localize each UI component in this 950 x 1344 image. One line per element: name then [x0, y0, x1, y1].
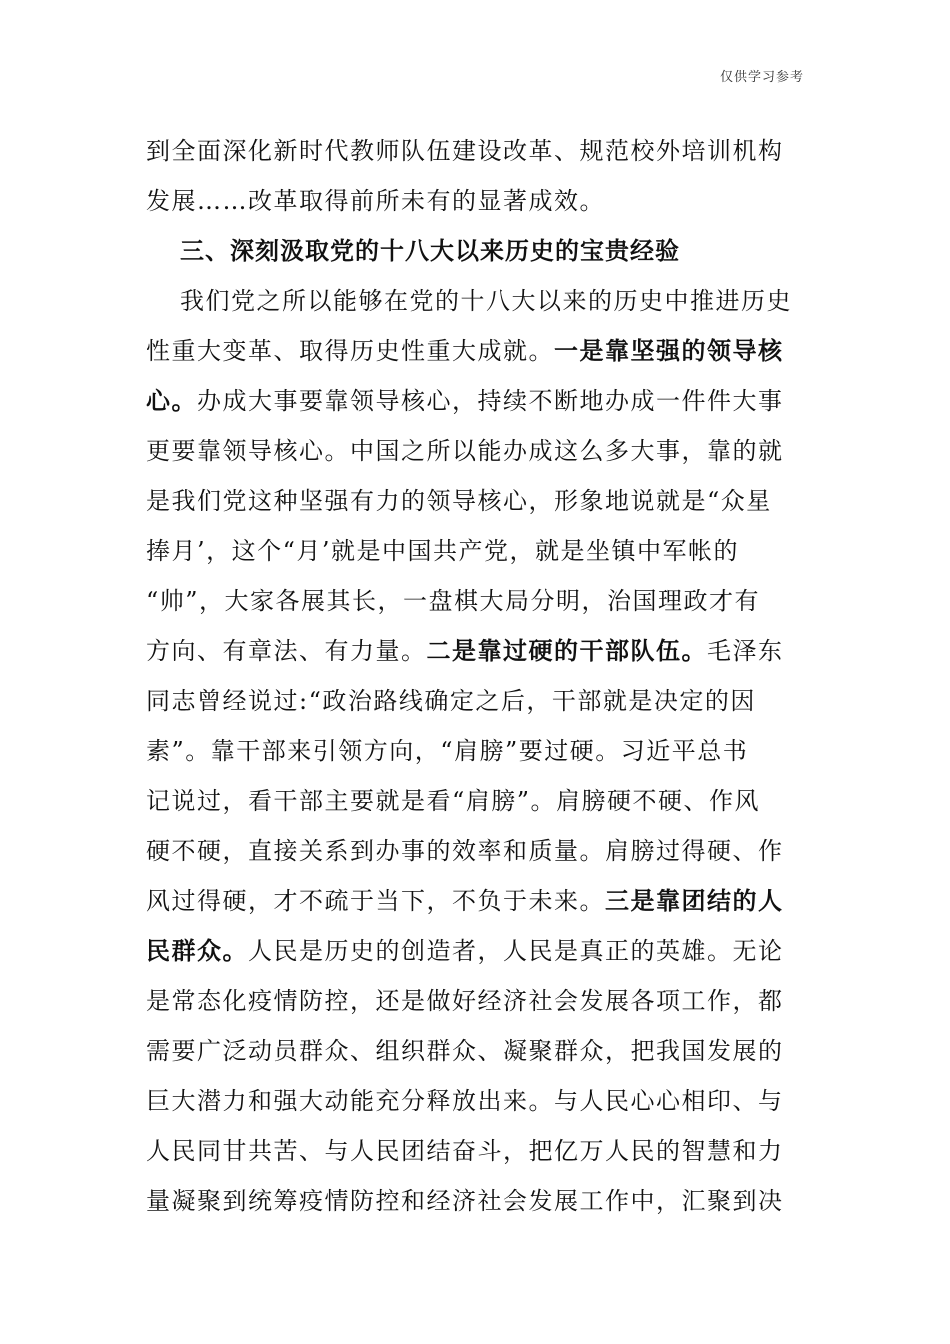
text-segment: 巨大潜力和强大动能充分释放出来。与人民心心相印、与: [146, 1087, 784, 1115]
text-line: [146, 834, 806, 868]
text-line: [146, 434, 806, 468]
text-segment: 硬不硬，直接关系到办事的效率和质量。肩膀过得硬、作: [146, 837, 784, 865]
text-line: [146, 884, 806, 918]
text-line: [146, 184, 806, 218]
text-segment: 方向、有章法、有力量。: [146, 637, 427, 665]
bold-phrase: 民群众。: [146, 937, 248, 965]
text-line: [146, 484, 806, 518]
text-segment: 同志曾经说过:“政治路线确定之后，干部就是决定的因: [146, 687, 756, 715]
bold-phrase: 心。: [146, 387, 197, 415]
text-segment: “帅”，大家各展其长，一盘棋大局分明，治国理政才有: [146, 587, 761, 615]
text-segment: 性重大变革、取得历史性重大成就。: [146, 337, 554, 365]
text-line: [146, 684, 806, 718]
text-line: [146, 384, 806, 418]
bold-phrase: 三是靠团结的人: [605, 887, 784, 915]
text-line: [146, 784, 806, 818]
text-line: [146, 1134, 806, 1168]
text-segment: 更要靠领导核心。中国之所以能办成这么多大事，靠的就: [146, 437, 784, 465]
text-segment: 三、深刻汲取党的十八大以来历史的宝贵经验: [180, 237, 680, 265]
bold-phrase: 二是靠过硬的干部队伍。: [426, 637, 707, 665]
text-segment: 需要广泛动员群众、组织群众、凝聚群众，把我国发展的: [146, 1037, 784, 1065]
text-segment: 毛泽东: [707, 637, 784, 665]
text-segment: 记说过，看干部主要就是看“肩膀”。肩膀硬不硬、作风: [146, 787, 761, 815]
text-segment: 是我们党这种坚强有力的领导核心，形象地说就是“众星: [146, 487, 772, 515]
text-line: [146, 584, 806, 618]
text-segment: 风过得硬，才不疏于当下，不负于未来。: [146, 887, 605, 915]
text-segment: 我们党之所以能够在党的十八大以来的历史中推进历史: [180, 287, 792, 315]
text-line: [146, 534, 806, 568]
text-segment: 发展……改革取得前所未有的显著成效。: [146, 187, 605, 215]
text-line: [146, 934, 806, 968]
text-segment: 人民同甘共苦、与人民团结奋斗，把亿万人民的智慧和力: [146, 1137, 784, 1165]
bold-phrase: 一是靠坚强的领导核: [554, 337, 784, 365]
text-segment: 是常态化疫情防控，还是做好经济社会发展各项工作，都: [146, 987, 784, 1015]
text-line: [146, 634, 806, 668]
text-segment: 捧月’，这个“月’就是中国共产党，就是坐镇中军帐的: [146, 537, 740, 565]
text-line: [146, 1184, 806, 1218]
page-header-note: 仅供学习参考: [719, 70, 804, 85]
text-line: [146, 1034, 806, 1068]
text-line: [146, 1084, 806, 1118]
text-line: [146, 134, 806, 168]
text-segment: 量凝聚到统筹疫情防控和经济社会发展工作中，汇聚到决: [146, 1187, 784, 1215]
text-segment: 素”。靠干部来引领方向，“肩膀”要过硬。习近平总书: [146, 737, 749, 765]
section-heading: [146, 234, 840, 268]
text-segment: 到全面深化新时代教师队伍建设改革、规范校外培训机构: [146, 137, 784, 165]
text-line: [146, 334, 806, 368]
text-line: [146, 284, 840, 318]
text-segment: 办成大事要靠领导核心，持续不断地办成一件件大事: [197, 387, 784, 415]
text-line: [146, 984, 806, 1018]
text-line: [146, 734, 806, 768]
text-segment: 人民是历史的创造者，人民是真正的英雄。无论: [248, 937, 784, 965]
